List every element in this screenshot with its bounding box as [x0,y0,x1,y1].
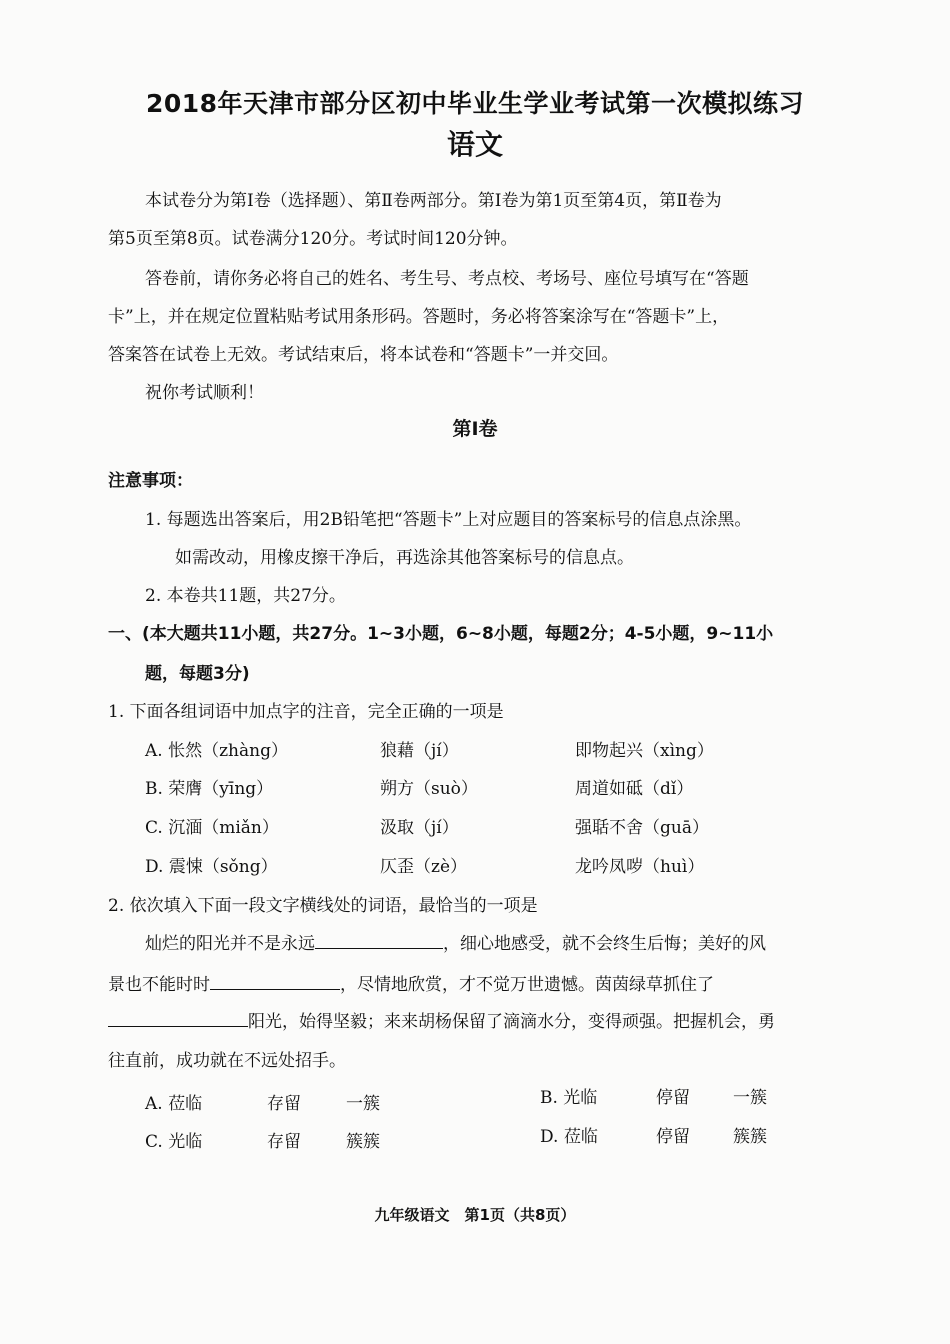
answer-blank [315,932,443,949]
q2-passage-line [145,929,766,954]
q1-option-d-3: 龙吟凤哕（huì） [575,857,705,877]
section-title: 第Ⅰ卷 [452,418,498,440]
intro-line: 答卷前，请你务必将自己的姓名、考生号、考点校、考场号、座位号填写在“答题 [145,269,749,289]
q1-option-b-2: 朔方（suò） [380,779,478,799]
q2-option-a-2: 存留 [267,1094,301,1114]
q2-option-d-2: 停留 [656,1127,690,1147]
q2-option-b-1: B. 光临 [540,1088,598,1108]
q2-option-a-1: A. 莅临 [145,1094,203,1114]
q1-option-b-3: 周道如砥（dǐ） [575,779,694,799]
q2-option-d-3: 簇簇 [733,1127,767,1147]
q1-option-a-1: A. 怅然（zhàng） [145,741,288,761]
q2-text: ，细心地感受，就不会终生后悔；美好的风 [443,934,766,954]
q1-option-c-2: 汲取（jí） [380,818,459,838]
q2-text: 阳光，始得坚毅；来来胡杨保留了滴滴水分，变得顽强。把握机会，勇 [248,1012,775,1032]
page-footer: 九年级语文 第1页（共8页） [374,1206,576,1224]
q2-option-c-3: 簇簇 [346,1132,380,1152]
q2-text: ，尽情地欣赏，才不觉万世遗憾。茵茵绿草抓住了 [340,975,714,995]
intro-line: 本试卷分为第Ⅰ卷（选择题）、第Ⅱ卷两部分。第Ⅰ卷为第1页至第4页，第Ⅱ卷为 [145,191,722,211]
answer-blank [210,973,340,990]
note-line: 如需改动，用橡皮擦干净后，再选涂其他答案标号的信息点。 [175,548,634,568]
question-1-stem: 1. 下面各组词语中加点字的注音，完全正确的一项是 [108,702,504,722]
q2-text: 灿烂的阳光并不是永远 [145,934,315,954]
q2-option-b-2: 停留 [656,1088,690,1108]
question-2-stem: 2. 依次填入下面一段文字横线处的词语，最恰当的一项是 [108,896,538,916]
good-luck-line: 祝你考试顺利！ [145,383,264,403]
note-line: 2. 本卷共11题，共27分。 [145,586,346,606]
intro-line: 卡”上，并在规定位置粘贴考试用条形码。答题时，务必将答案涂写在“答题卡”上， [108,307,730,327]
subject-title: 语文 [446,128,503,161]
q2-option-c-1: C. 光临 [145,1132,203,1152]
q2-passage-line [108,1007,775,1032]
q1-option-b-1: B. 荣膺（yīng） [145,779,274,799]
q2-passage-line: 往直前，成功就在不远处招手。 [108,1051,346,1071]
q2-option-b-3: 一簇 [733,1088,767,1108]
q1-option-d-2: 仄歪（zè） [380,857,468,877]
q1-option-c-1: C. 沉湎（miǎn） [145,818,279,838]
note-line: 1. 每题选出答案后，用2B铅笔把“答题卡”上对应题目的答案标号的信息点涂黑。 [145,510,752,530]
notes-title: 注意事项： [108,471,193,491]
q2-option-d-1: D. 莅临 [540,1127,598,1147]
intro-line: 第5页至第8页。试卷满分120分。考试时间120分钟。 [108,229,518,249]
q1-option-d-1: D. 震悚（sǒng） [145,857,278,877]
part-heading: 题，每题3分) [145,664,250,684]
q2-option-c-2: 存留 [267,1132,301,1152]
q1-option-a-3: 即物起兴（xìng） [575,741,714,761]
intro-line: 答案答在试卷上无效。考试结束后，将本试卷和“答题卡”一并交回。 [108,345,619,365]
q1-option-c-3: 强聒不舍（guā） [575,818,709,838]
q2-passage-line [108,970,714,995]
q2-option-a-3: 一簇 [346,1094,380,1114]
exam-title: 2018年天津市部分区初中毕业生学业考试第一次模拟练习 [145,89,805,118]
q2-text: 景也不能时时 [108,975,210,995]
part-heading: 一、(本大题共11小题，共27分。1~3小题，6~8小题，每题2分；4-5小题，9~11小 [108,624,774,644]
answer-blank [108,1010,248,1027]
q1-option-a-2: 狼藉（jí） [380,741,459,761]
